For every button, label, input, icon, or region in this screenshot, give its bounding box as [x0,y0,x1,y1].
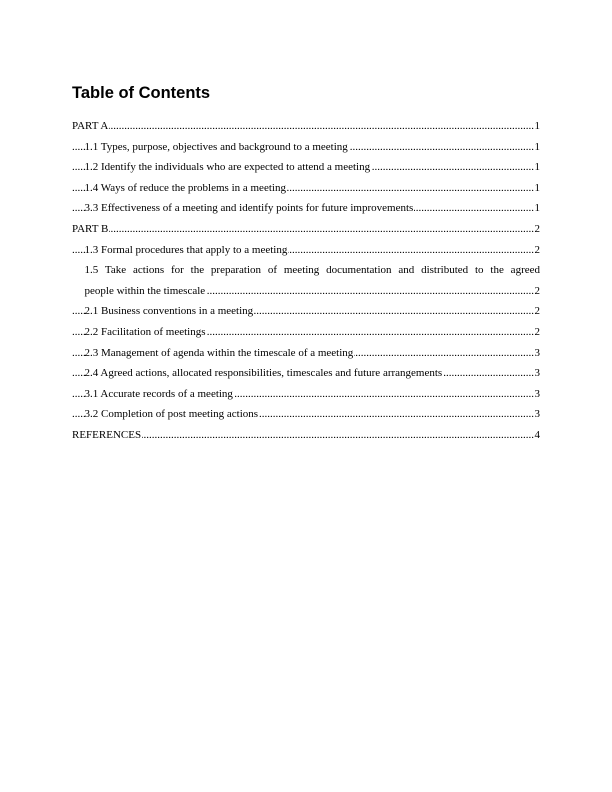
toc-entry-part-b[interactable] [72,219,540,240]
toc-entry-page-number: 4 [534,425,541,446]
toc-entry-label: 1.1 Types, purpose, objectives and background to a meeting [84,140,348,153]
toc-entry-1-5[interactable] [72,260,540,301]
toc-entry-label: 2.2 Facilitation of meetings [84,325,206,338]
table-of-contents [72,116,540,446]
toc-entry-page-number: 1 [534,178,541,199]
toc-entry-label: 2.4 Agreed actions, allocated responsibilities, timescales and future arrangements [84,367,443,380]
toc-entry-label: 3.2 Completion of post meeting actions [84,408,259,421]
toc-entry-label-line-2: people within the timescale [84,284,206,297]
dot-leader [72,219,534,240]
toc-entry-label: 1.2 Identify the individuals who are expected to attend a meeting [84,161,371,174]
toc-entry-part-a[interactable] [72,116,540,137]
toc-entry-2-1[interactable] [72,301,540,322]
toc-entry-page-number: 3 [534,384,541,405]
toc-entry-page-number: 3 [534,363,541,384]
toc-entry-label: PART A [72,120,109,132]
toc-entry-page-number: 1 [534,116,541,137]
toc-entry-1-1[interactable] [72,137,540,158]
toc-entry-page-number: 2 [534,301,541,322]
dot-leader [72,116,534,137]
toc-entry-page-number: 3 [534,404,541,425]
toc-entry-label: 2.1 Business conventions in a meeting [84,305,254,318]
toc-entry-page-number: 3 [534,343,541,364]
toc-entry-2-4[interactable] [72,363,540,384]
toc-entry-references[interactable] [72,425,540,446]
toc-entry-label: 2.3 Management of agenda within the timescale of a meeting [84,346,354,359]
toc-entry-label: 3.1 Accurate records of a meeting [84,387,233,400]
toc-entry-page-number: 1 [534,137,541,158]
toc-entry-1-3[interactable] [72,240,540,261]
toc-entry-2-2[interactable] [72,322,540,343]
toc-entry-label: PART B [72,222,109,235]
toc-entry-page-number: 2 [534,322,541,343]
toc-entry-2-3[interactable] [72,343,540,364]
toc-entry-1-4[interactable] [72,178,540,199]
toc-entry-label: REFERENCES [72,428,142,441]
toc-entry-page-number: 1 [534,198,541,219]
toc-title: Table of Contents [72,84,211,102]
toc-entry-3-2[interactable] [72,404,540,425]
toc-entry-label: 1.4 Ways of reduce the problems in a meeting [84,181,286,194]
toc-entry-page-number: 2 [534,281,541,302]
toc-entry-1-2[interactable] [72,157,540,178]
toc-entry-page-number: 1 [534,157,541,178]
toc-entry-3-1[interactable] [72,384,540,405]
toc-entry-3-3[interactable] [72,198,540,219]
toc-entry-page-number: 2 [534,240,541,261]
toc-entry-line-2 [85,281,541,302]
toc-entry-label: 3.3 Effectiveness of a meeting and identify points for future improvements [84,202,414,215]
toc-entry-page-number: 2 [534,219,541,240]
toc-entry-label: 1.3 Formal procedures that apply to a meeting [84,243,288,256]
toc-entry-label-line-1: 1.5 Take actions for the preparation of meeting documentation and distributed to the agreed [84,264,540,277]
